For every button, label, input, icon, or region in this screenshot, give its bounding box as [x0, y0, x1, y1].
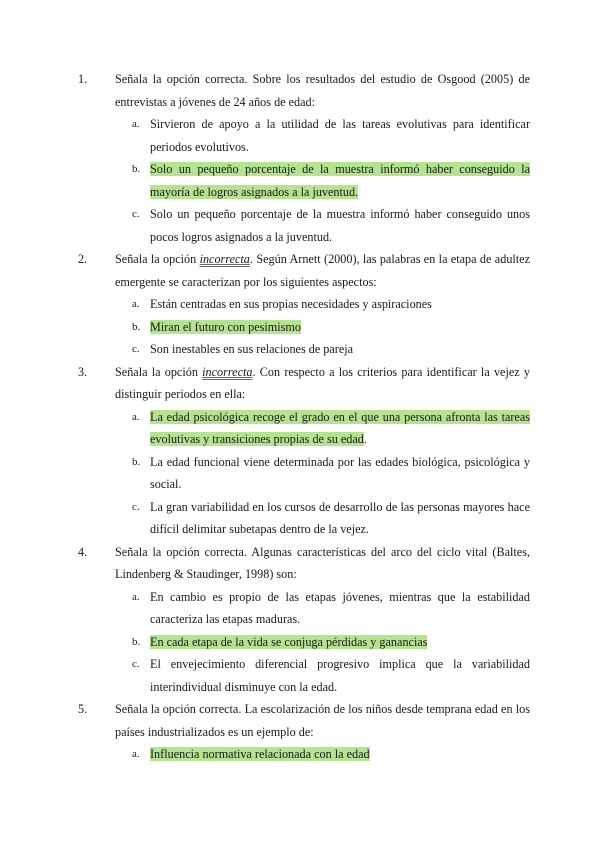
question-text-after: . Según Arnett (2000), las palabras en la etapa de adultez emergente se caracterizan por los siguientes aspectos: — [115, 252, 531, 289]
option-letter: a. — [132, 298, 140, 310]
question-text-before: Señala la opción correcta. Algunas características del arco del ciclo vital (Baltes, Lindenberg & Staudinger, 1998) son: — [115, 544, 530, 581]
option-letter: b. — [132, 635, 141, 648]
option-letter: a. — [132, 410, 140, 423]
option-letter: a. — [132, 590, 140, 603]
question-text — [115, 248, 530, 293]
option-letter: b. — [132, 455, 141, 468]
option-item — [115, 451, 530, 496]
option-item — [115, 338, 530, 361]
question-text-after: . Con respecto a los criterios para identificar la vejez y distinguir periodos en ella: — [115, 364, 530, 401]
option-letter: c. — [132, 500, 140, 513]
option-item — [115, 113, 530, 158]
question-emphasis: incorrecta — [202, 364, 253, 379]
option-letter: c. — [132, 208, 140, 220]
option-correct — [115, 158, 530, 203]
question-item — [0, 541, 600, 699]
question-number: 3. — [78, 364, 88, 379]
option-text: Miran el futuro con pesimismo — [150, 319, 301, 334]
option-text: La edad funcional viene determinada por las edades biológica, psicológica y social. — [150, 454, 530, 491]
option-list — [115, 293, 530, 361]
option-text: En cambio es propio de las etapas jóvenes, mientras que la estabilidad caracteriza las etapas maduras. — [150, 589, 530, 626]
question-item — [0, 361, 600, 541]
option-list — [115, 743, 530, 766]
question-emphasis: incorrecta — [199, 252, 250, 266]
option-item — [115, 293, 530, 316]
option-text: Influencia normativa relacionada con la edad — [150, 747, 370, 761]
option-item — [115, 203, 530, 248]
option-letter: a. — [132, 748, 140, 760]
question-list — [0, 68, 600, 766]
option-text: Están centradas en sus propias necesidades y aspiraciones — [150, 297, 432, 311]
question-item — [0, 248, 600, 361]
question-text-before: Señala la opción correcta. Sobre los resultados del estudio de Osgood (2005) de entrevistas a jóvenes de 24 años de edad: — [115, 72, 530, 109]
question-item — [0, 698, 600, 766]
question-item — [0, 68, 600, 248]
question-number: 4. — [78, 544, 88, 559]
option-text: Solo un pequeño porcentaje de la muestra informó haber conseguido unos pocos logros asignados a la juventud. — [150, 207, 530, 244]
option-correct — [115, 743, 530, 766]
question-text — [115, 68, 530, 113]
option-item — [115, 653, 530, 698]
question-number: 2. — [78, 252, 88, 266]
option-text: Son inestables en sus relaciones de pareja — [150, 342, 354, 356]
question-text — [115, 361, 530, 406]
question-number: 1. — [78, 72, 88, 86]
question-text-before: Señala la opción — [115, 364, 203, 379]
option-text: La edad psicológica recoge el grado en el que una persona afronta las tareas evolutivas y transiciones propias de su edad — [150, 409, 530, 446]
question-text — [115, 698, 530, 743]
option-text: La gran variabilidad en los cursos de desarrollo de las personas mayores hace difícil delimitar subetapas dentro de la vejez. — [150, 499, 530, 536]
option-correct — [115, 406, 530, 451]
option-correct — [115, 631, 530, 654]
option-letter: a. — [132, 118, 140, 130]
option-suffix: . — [363, 432, 367, 446]
question-text-before: Señala la opción correcta. La escolarización de los niños desde temprana edad en los países industrializados es un ejemplo de: — [115, 702, 530, 739]
option-letter: c. — [132, 658, 140, 670]
option-correct — [115, 316, 530, 339]
option-letter: b. — [132, 163, 141, 175]
question-text-before: Señala la opción — [115, 252, 200, 266]
option-list — [115, 586, 530, 699]
option-list — [115, 113, 530, 248]
option-letter: b. — [132, 320, 141, 333]
option-item — [115, 496, 530, 541]
option-letter: c. — [132, 343, 140, 355]
question-text — [115, 541, 530, 586]
option-list — [115, 406, 530, 541]
option-item — [115, 586, 530, 631]
option-text: Sirvieron de apoyo a la utilidad de las tareas evolutivas para identificar periodos evolutivos. — [150, 117, 530, 154]
option-text: En cada etapa de la vida se conjuga pérdidas y ganancias — [150, 634, 428, 649]
option-text: Solo un pequeño porcentaje de la muestra informó haber conseguido la mayoría de logros asignados a la juventud. — [150, 162, 530, 199]
option-text: El envejecimiento diferencial progresivo implica que la variabilidad interindividual disminuye con la edad. — [150, 657, 530, 694]
question-number: 5. — [78, 702, 88, 716]
